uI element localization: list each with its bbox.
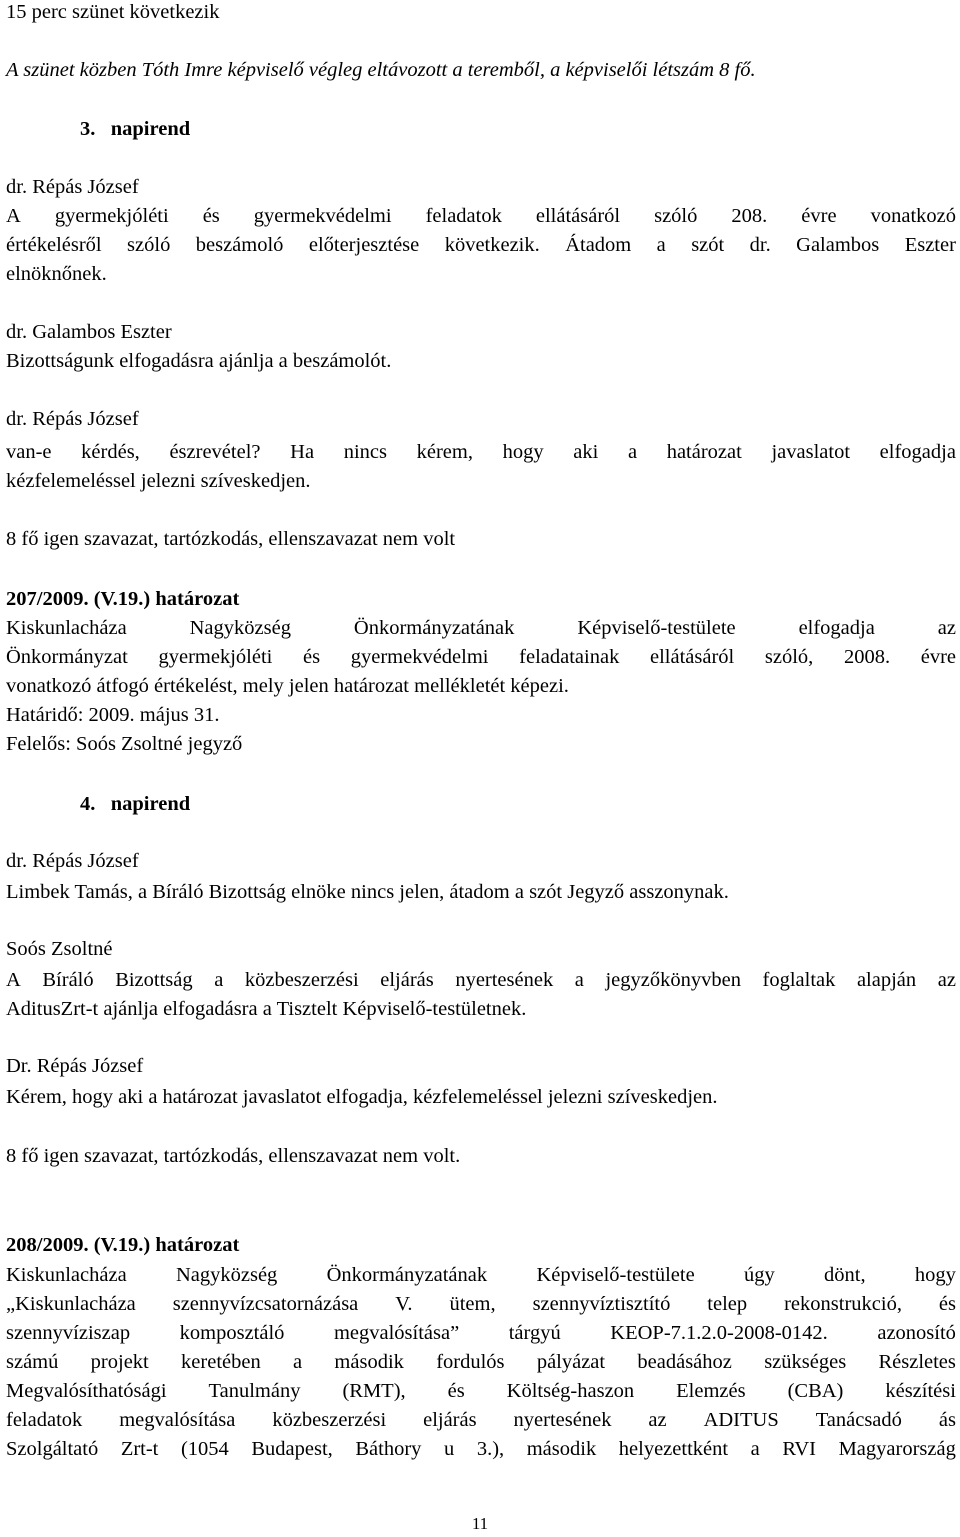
resolution-line: Szolgáltató Zrt-t (1054 Budapest, Báthory u 3.), második helyezettként a RVI Magyarország <box>6 1438 956 1460</box>
resolution-line: Önkormányzat gyermekjóléti és gyermekvédelmi feladatainak ellátásáról szóló, 2008. évre <box>6 646 956 668</box>
resolution-line: szennyvíziszap komposztáló megvalósítása” tárgyú KEOP-7.1.2.0-2008-0142. azonosító <box>6 1322 956 1344</box>
agenda-label: napirend <box>110 118 191 140</box>
speaker-name: dr. Répás József <box>6 850 139 872</box>
speaker-name: dr. Galambos Eszter <box>6 321 172 343</box>
paragraph-line: Bizottságunk elfogadásra ajánlja a beszámolót. <box>6 350 392 372</box>
paragraph-line: Kérem, hogy aki a határozat javaslatot elfogadja, kézfelemeléssel jelezni szíveskedjen. <box>6 1086 718 1108</box>
resolution-line: Kiskunlacháza Nagyközség Önkormányzatának Képviselő-testülete úgy dönt, hogy <box>6 1264 956 1286</box>
speaker-name: Soós Zsoltné <box>6 938 113 960</box>
vote-result: 8 fő igen szavazat, tartózkodás, ellenszavazat nem volt. <box>6 1145 461 1167</box>
resolution-line: számú projekt keretében a második fordulós pályázat beadásához szükséges Részletes <box>6 1351 956 1373</box>
agenda-label: napirend <box>110 793 191 815</box>
resolution-line: „Kiskunlacháza szennyvízcsatornázása V. ütem, szennyvíztisztító telep rekonstrukció, és <box>6 1293 956 1315</box>
speaker-name: dr. Répás József <box>6 176 139 198</box>
speaker-name: dr. Répás József <box>6 408 139 430</box>
responsible: Felelős: Soós Zsoltné jegyző <box>6 733 243 755</box>
agenda-heading-4 <box>80 792 190 816</box>
break-notice: 15 perc szünet következik <box>6 1 220 23</box>
vote-result: 8 fő igen szavazat, tartózkodás, ellenszavazat nem volt <box>6 528 456 550</box>
agenda-heading-3 <box>80 117 190 141</box>
paragraph-line: kézfelemeléssel jelezni szíveskedjen. <box>6 470 311 492</box>
agenda-number: 3. <box>80 118 96 140</box>
paragraph-line: Limbek Tamás, a Bíráló Bizottság elnöke nincs jelen, átadom a szót Jegyző asszonynak. <box>6 881 729 903</box>
resolution-line: vonatkozó átfogó értékelést, mely jelen határozat mellékletét képezi. <box>6 675 569 697</box>
paragraph-line: A Bíráló Bizottság a közbeszerzési eljárás nyertesének a jegyzőkönyvben foglaltak alapján az <box>6 969 956 991</box>
agenda-number: 4. <box>80 793 96 815</box>
paragraph-line: értékelésről szóló beszámoló előterjesztése következik. Átadom a szót dr. Galambos Eszter <box>6 234 956 256</box>
resolution-title: 207/2009. (V.19.) határozat <box>6 588 240 610</box>
resolution-line: Megvalósíthatósági Tanulmány (RMT), és Költség-haszon Elemzés (CBA) készítési <box>6 1380 956 1402</box>
paragraph-line: elnöknőnek. <box>6 263 107 285</box>
deadline: Határidő: 2009. május 31. <box>6 704 220 726</box>
resolution-title: 208/2009. (V.19.) határozat <box>6 1234 240 1256</box>
paragraph-line: van-e kérdés, észrevétel? Ha nincs kérem, hogy aki a határozat javaslatot elfogadja <box>6 441 956 463</box>
page-number: 11 <box>471 1514 489 1533</box>
resolution-line: feladatok megvalósítása közbeszerzési eljárás nyertesének az ADITUS Tanácsadó ás <box>6 1409 956 1431</box>
break-note-italic: A szünet közben Tóth Imre képviselő végleg eltávozott a teremből, a képviselői létszám 8 fő. <box>6 59 756 81</box>
paragraph-line: A gyermekjóléti és gyermekvédelmi feladatok ellátásáról szóló 208. évre vonatkozó <box>6 205 956 227</box>
resolution-line: Kiskunlacháza Nagyközség Önkormányzatának Képviselő-testülete elfogadja az <box>6 617 956 639</box>
paragraph-line: AditusZrt-t ajánlja elfogadásra a Tisztelt Képviselő-testületnek. <box>6 998 527 1020</box>
speaker-name: Dr. Répás József <box>6 1055 144 1077</box>
